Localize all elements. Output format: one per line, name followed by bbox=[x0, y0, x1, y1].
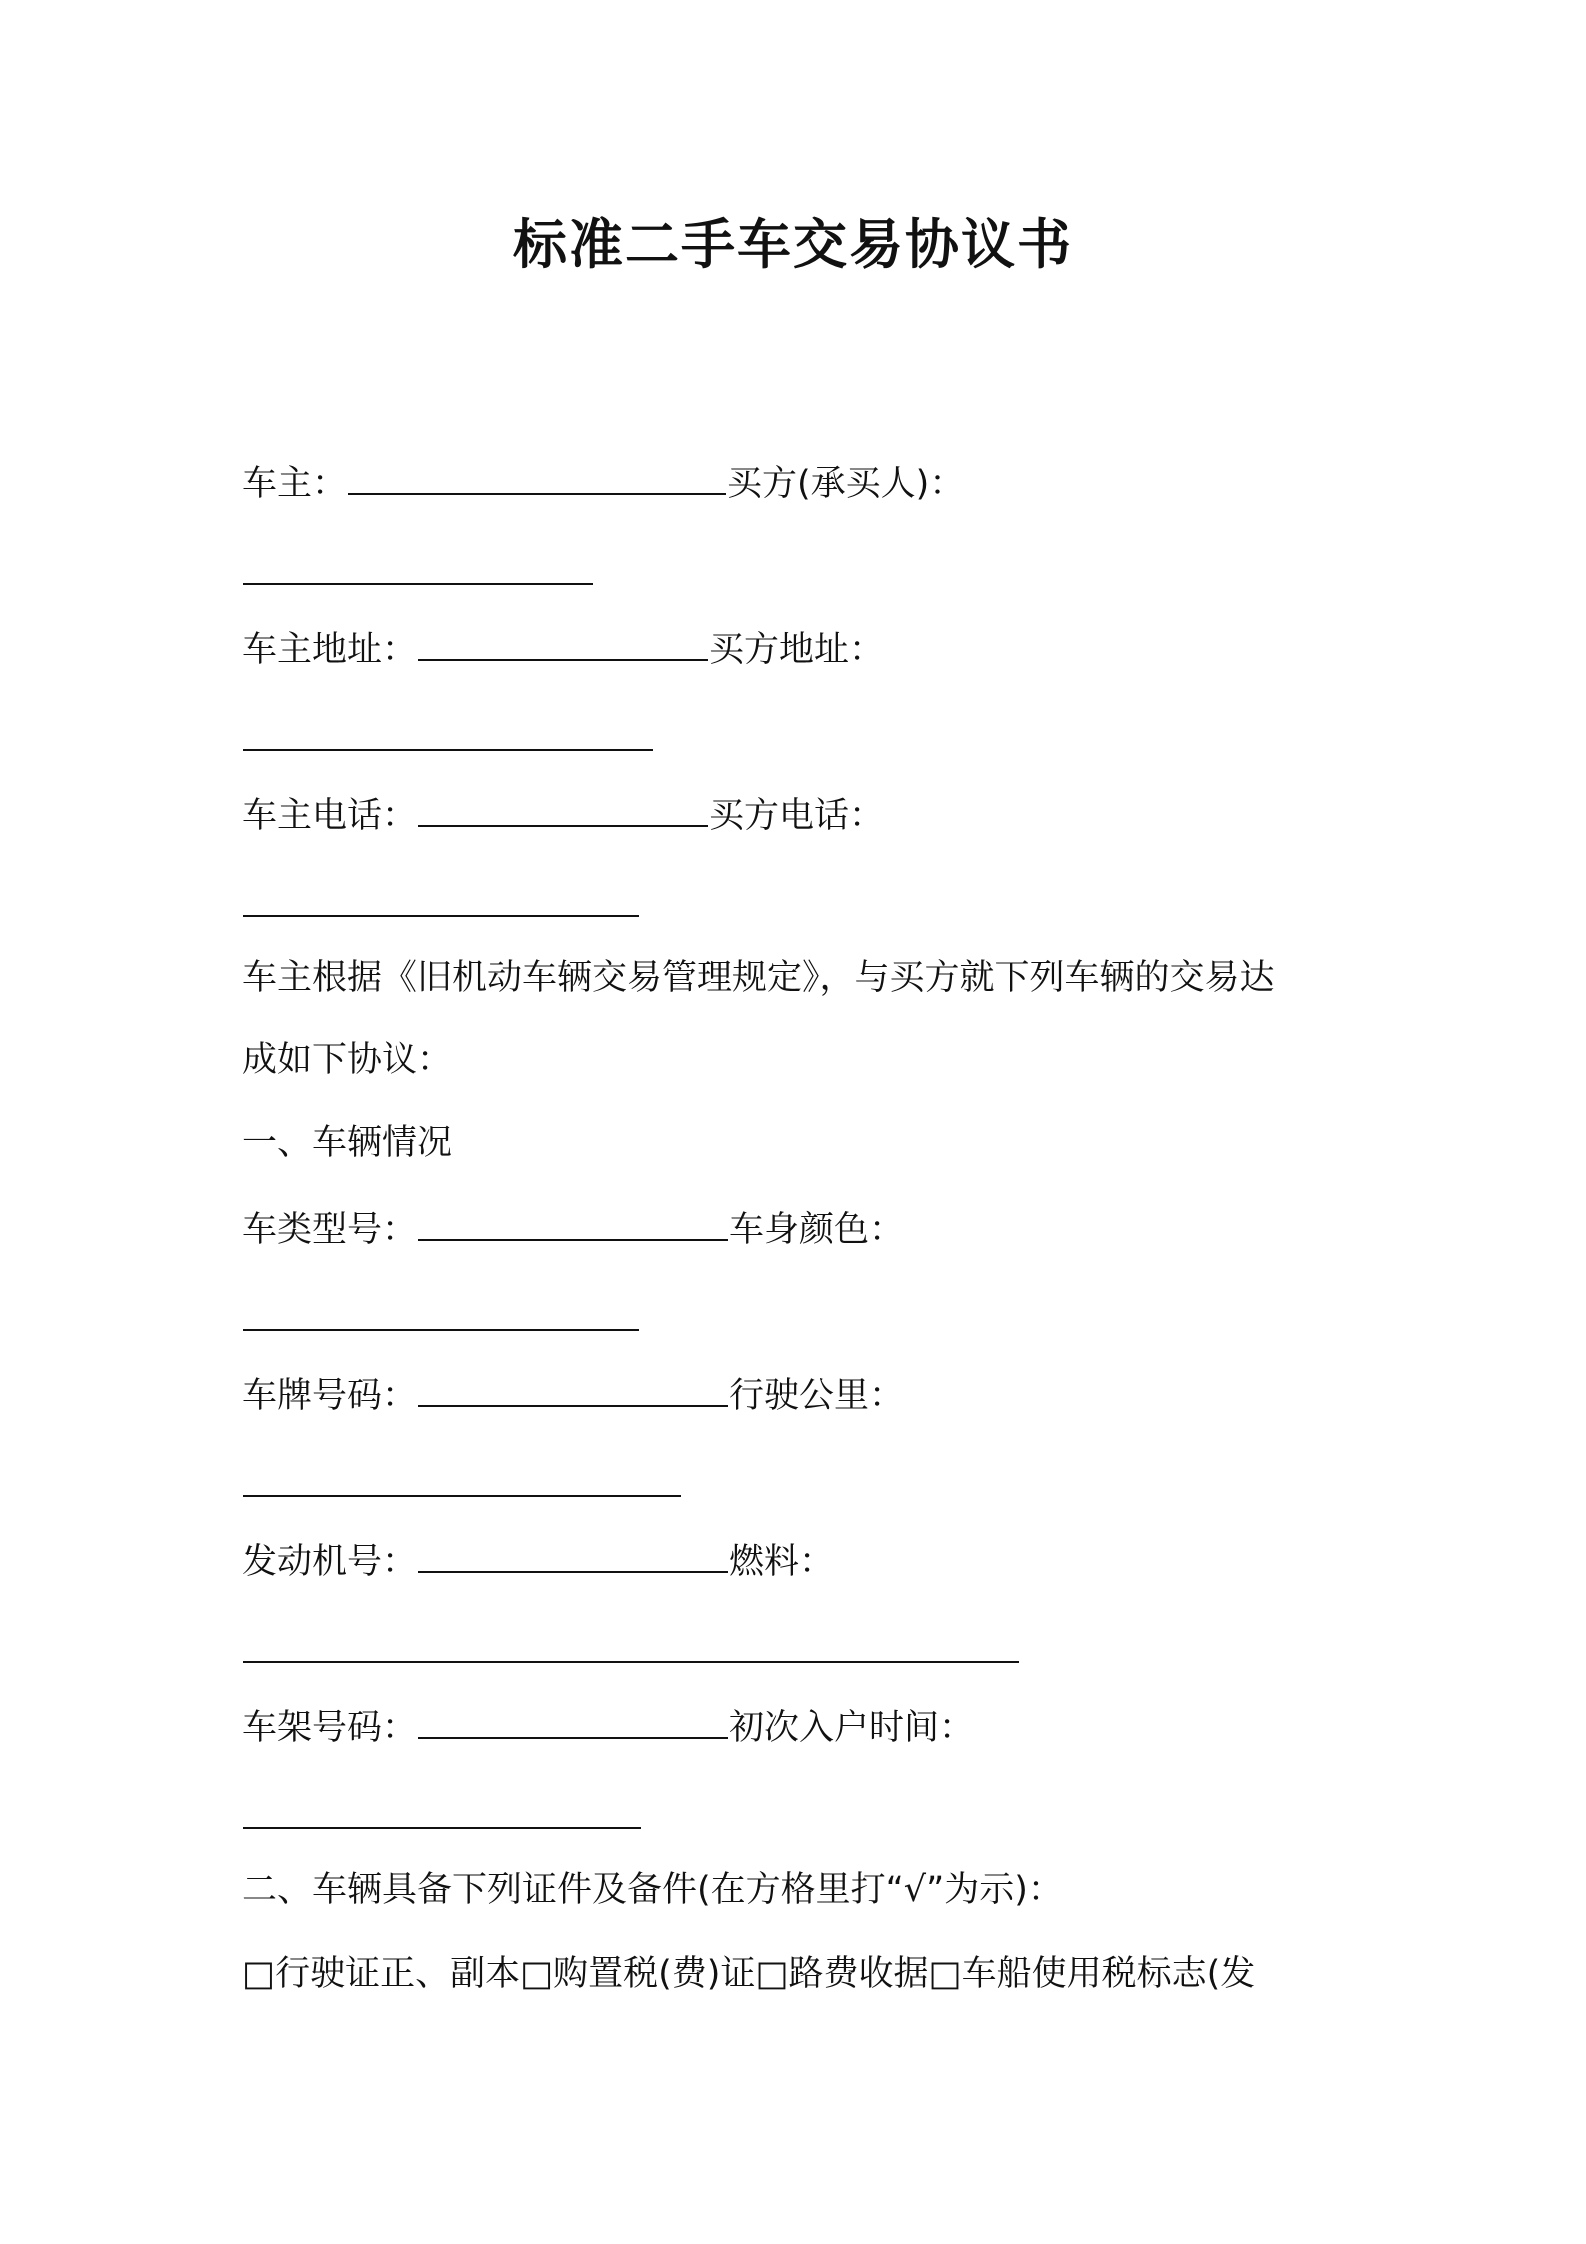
fuel-blank[interactable] bbox=[243, 1623, 1019, 1663]
model-blank[interactable] bbox=[418, 1201, 728, 1241]
first-reg-value-line bbox=[242, 1789, 642, 1843]
document-title: 标准二手车交易协议书 bbox=[513, 213, 1073, 276]
plate-blank[interactable] bbox=[418, 1367, 728, 1407]
plate-label: 车牌号码： bbox=[242, 1376, 418, 1416]
color-value-line bbox=[242, 1291, 640, 1345]
model-label: 车类型号： bbox=[242, 1210, 418, 1250]
buyer-phone-line bbox=[242, 877, 640, 931]
checklist-line: □行驶证正、副本□购置税(费)证□路费收据□车船使用税标志(发 bbox=[242, 1954, 1256, 1994]
mileage-blank[interactable] bbox=[243, 1457, 681, 1497]
intro-line-2: 成如下协议： bbox=[242, 1040, 453, 1080]
frame-blank[interactable] bbox=[418, 1699, 728, 1739]
intro-line-1: 车主根据《旧机动车辆交易管理规定》，与买方就下列车辆的交易达 bbox=[242, 958, 1275, 998]
owner-phone-blank[interactable] bbox=[418, 787, 708, 827]
buyer-address-line bbox=[242, 711, 654, 765]
owner-name-blank[interactable] bbox=[348, 455, 726, 495]
buyer-address-label: 买方地址： bbox=[709, 630, 885, 670]
buyer-name-line bbox=[242, 545, 594, 599]
color-label: 车身颜色： bbox=[729, 1210, 905, 1250]
frame-firstreg-line bbox=[242, 1699, 974, 1753]
plate-mileage-line bbox=[242, 1367, 904, 1421]
owner-address-blank[interactable] bbox=[418, 621, 708, 661]
fuel-label: 燃料： bbox=[729, 1542, 835, 1582]
engine-label: 发动机号： bbox=[242, 1542, 418, 1582]
first-reg-blank[interactable] bbox=[243, 1789, 641, 1829]
mileage-value-line bbox=[242, 1457, 682, 1511]
buyer-label: 买方(承买人)： bbox=[727, 464, 965, 504]
owner-label: 车主： bbox=[242, 464, 348, 504]
buyer-phone-blank[interactable] bbox=[243, 877, 639, 917]
owner-buyer-line bbox=[242, 455, 964, 509]
fuel-value-line bbox=[242, 1623, 1020, 1677]
address-line bbox=[242, 621, 884, 675]
model-color-line bbox=[242, 1201, 904, 1255]
owner-phone-label: 车主电话： bbox=[242, 796, 418, 836]
phone-line bbox=[242, 787, 884, 841]
section2-heading: 二、车辆具备下列证件及备件(在方格里打“√”为示)： bbox=[242, 1870, 1063, 1910]
owner-address-label: 车主地址： bbox=[242, 630, 418, 670]
first-reg-label: 初次入户时间： bbox=[729, 1708, 975, 1748]
buyer-address-blank[interactable] bbox=[243, 711, 653, 751]
engine-fuel-line bbox=[242, 1533, 834, 1587]
engine-blank[interactable] bbox=[418, 1533, 728, 1573]
section1-heading: 一、车辆情况 bbox=[242, 1123, 453, 1163]
buyer-phone-label: 买方电话： bbox=[709, 796, 885, 836]
mileage-label: 行驶公里： bbox=[729, 1376, 905, 1416]
frame-label: 车架号码： bbox=[242, 1708, 418, 1748]
buyer-name-blank[interactable] bbox=[243, 545, 593, 585]
color-blank[interactable] bbox=[243, 1291, 639, 1331]
